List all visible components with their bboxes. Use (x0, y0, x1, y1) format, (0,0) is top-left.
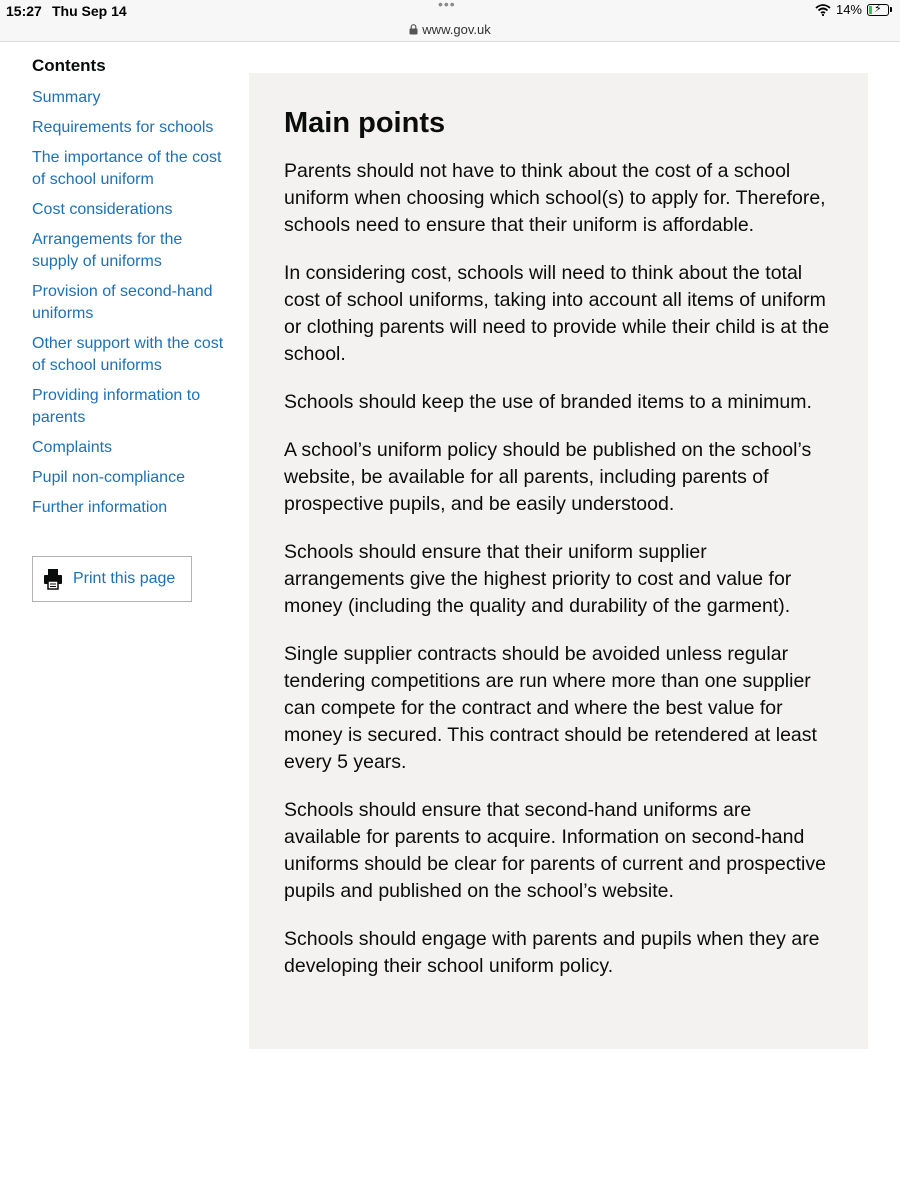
main-point-paragraph: A school’s uniform policy should be published on the school’s website, be available for all parents, including parents of prospective pupils, and be easily understood. (284, 439, 812, 515)
status-bar (0, 0, 900, 42)
contents-link-other-support[interactable]: Other support with the cost of school uniforms (32, 335, 224, 374)
contents-list-item (32, 229, 232, 273)
battery-icon: ⚡ (867, 4, 889, 16)
contents-nav (32, 54, 232, 527)
contents-list-item (32, 437, 232, 459)
lock-icon (409, 24, 418, 35)
contents-list-item (32, 281, 232, 325)
print-page-button[interactable] (32, 556, 192, 602)
contents-list-item (32, 333, 232, 377)
contents-list-item (32, 147, 232, 191)
contents-heading: Contents (32, 56, 106, 75)
contents-link-supply-arrangements[interactable]: Arrangements for the supply of uniforms (32, 231, 183, 270)
status-indicators (815, 2, 892, 17)
contents-link-importance-of-cost[interactable]: The importance of the cost of school uniform (32, 149, 222, 188)
main-point-paragraph: Parents should not have to think about the cost of a school uniform when choosing which school(s) to apply for. Therefore, schools need to ensure that their uniform is affordable. (284, 160, 826, 236)
main-point-paragraph: Schools should ensure that second-hand uniforms are available for parents to acquire. Information on second-hand uniforms should be clear for parents of current and prospective pupils and published on the school’s website. (284, 799, 826, 902)
main-points-panel (249, 73, 868, 1049)
contents-list-item (32, 385, 232, 429)
print-page-label: Print this page (73, 570, 176, 587)
status-date: Thu Sep 14 (52, 3, 127, 19)
battery-nub (890, 7, 892, 12)
multitasking-dots-icon[interactable]: ••• (438, 0, 456, 12)
wifi-icon (815, 4, 831, 16)
contents-list (32, 87, 232, 519)
contents-link-pupil-non-compliance[interactable]: Pupil non-compliance (32, 469, 185, 486)
main-point-paragraph: In considering cost, schools will need to think about the total cost of school uniforms, taking into account all items of uniform or clothing parents will need to provide while their child is at the school. (284, 262, 830, 365)
contents-link-cost-considerations[interactable]: Cost considerations (32, 201, 173, 218)
printer-icon (43, 568, 63, 590)
main-point-paragraph: Single supplier contracts should be avoided unless regular tendering competitions are run where more than one supplier can compete for the contract and where the best value for money is secured. This contract should be retendered at least every 5 years. (284, 643, 817, 773)
url-text: www.gov.uk (422, 22, 491, 37)
main-point-paragraph: Schools should engage with parents and pupils when they are developing their school uniform policy. (284, 928, 820, 977)
contents-list-item (32, 199, 232, 221)
main-point-paragraph: Schools should keep the use of branded items to a minimum. (284, 391, 812, 413)
contents-list-item (32, 87, 232, 109)
contents-link-providing-information[interactable]: Providing information to parents (32, 387, 201, 426)
contents-link-complaints[interactable]: Complaints (32, 439, 113, 456)
contents-link-second-hand[interactable]: Provision of second-hand uniforms (32, 283, 213, 322)
battery-percent: 14% (835, 2, 862, 17)
contents-link-summary[interactable]: Summary (32, 89, 101, 106)
contents-list-item (32, 117, 232, 139)
status-time: 15:27 (6, 3, 42, 19)
contents-link-further-information[interactable]: Further information (32, 499, 168, 516)
contents-list-item (32, 497, 232, 519)
main-point-paragraph: Schools should ensure that their uniform supplier arrangements give the highest priority to cost and value for money (including the quality and durability of the garment). (284, 541, 792, 617)
address-bar[interactable] (0, 22, 900, 37)
contents-link-requirements[interactable]: Requirements for schools (32, 119, 214, 136)
contents-list-item (32, 467, 232, 489)
main-points-heading: Main points (284, 107, 446, 139)
